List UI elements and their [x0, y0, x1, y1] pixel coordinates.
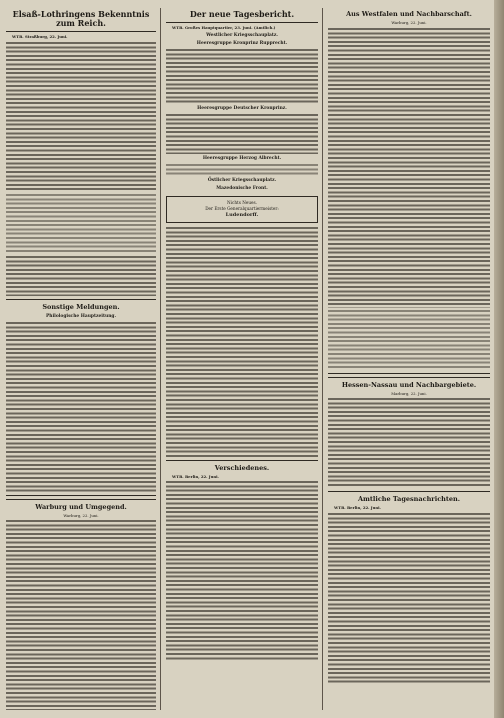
headline-warburg: Warburg und Umgegend.	[35, 502, 127, 511]
headline-amtliche: Amtliche Tagesnachrichten.	[357, 495, 461, 504]
dateline-hauptquartier: WTB. Großes Hauptquartier, 23. Juni. (Amtlich.)	[172, 25, 276, 30]
subhead-herzog-albrecht: Heeresgruppe Herzog Albrecht.	[202, 155, 282, 161]
headline-hessen-nassau: Hessen-Nassau und Nachbargebiete.	[341, 380, 477, 389]
subhead-westlicher: Westlicher Kriegsschauplatz.	[206, 32, 278, 38]
subhead-philologische: Philologische Hauptzeitung.	[45, 313, 116, 319]
box-signature: Ludendorff.	[225, 211, 259, 218]
divider	[166, 22, 318, 23]
dateline-marburg: Marburg, 22. Juni.	[391, 390, 427, 396]
report-rupprecht	[166, 49, 318, 104]
subhead-oestlicher: Östlicher Kriegsschauplatz.	[207, 177, 277, 183]
dateline-strassburg: WTB. Straßburg, 22. Juni.	[12, 34, 68, 39]
subhead-rupprecht: Heeresgruppe Kronprinz Rupprecht.	[196, 40, 288, 46]
article-body-elsass-cont	[6, 194, 156, 254]
column-rule	[322, 8, 323, 710]
article-body-warburg	[6, 520, 156, 710]
article-body-amtliche	[328, 513, 490, 683]
article-body-hessen	[328, 398, 490, 488]
column-left	[6, 8, 156, 710]
subhead-deutscher-kronprinz: Heeresgruppe Deutscher Kronprinz.	[197, 105, 287, 111]
headline-tagesbericht: Der neue Tagesbericht.	[189, 9, 295, 19]
double-divider	[6, 495, 156, 500]
double-divider	[328, 373, 490, 378]
article-body-middle	[166, 227, 318, 457]
article-body-westfalen-cont	[328, 310, 490, 370]
report-kronprinz	[166, 114, 318, 154]
column-middle	[166, 8, 318, 710]
article-body-elsass	[6, 42, 156, 192]
article-body-westfalen	[328, 28, 490, 308]
box-generalquartiermeister: Der Erste Generalquartiermeister:	[205, 205, 279, 211]
box-nichts-neues: Nichts Neues.	[226, 199, 257, 205]
article-body-verschiedenes	[166, 481, 318, 661]
report-albrecht	[166, 164, 318, 176]
report-box	[166, 196, 318, 223]
article-body-sonstige	[6, 322, 156, 492]
column-right	[328, 8, 490, 710]
dateline-warburg-2: Warburg, 22. Juni.	[391, 20, 427, 25]
page-edge	[494, 0, 504, 718]
divider	[6, 299, 156, 300]
dateline-berlin: WTB. Berlin, 22. Juni.	[172, 473, 219, 479]
divider	[166, 460, 318, 461]
headline-verschiedenes: Verschiedenes.	[214, 463, 270, 472]
headline-elsass: Elsaß-Lothringens Bekenntnis zum Reich.	[12, 9, 150, 28]
headline-sonstige-meldungen: Sonstige Meldungen.	[42, 302, 120, 311]
dateline-warburg: Warburg, 22. Juni.	[63, 512, 99, 518]
divider	[328, 491, 490, 492]
dateline-berlin-2: WTB. Berlin, 22. Juni.	[334, 505, 381, 511]
column-rule	[160, 8, 161, 710]
divider	[6, 31, 156, 32]
headline-westfalen: Aus Westfalen und Nachbarschaft.	[346, 10, 472, 18]
subhead-mazedonische: Mazedonische Front.	[216, 185, 268, 191]
article-body-elsass-end	[6, 256, 156, 296]
